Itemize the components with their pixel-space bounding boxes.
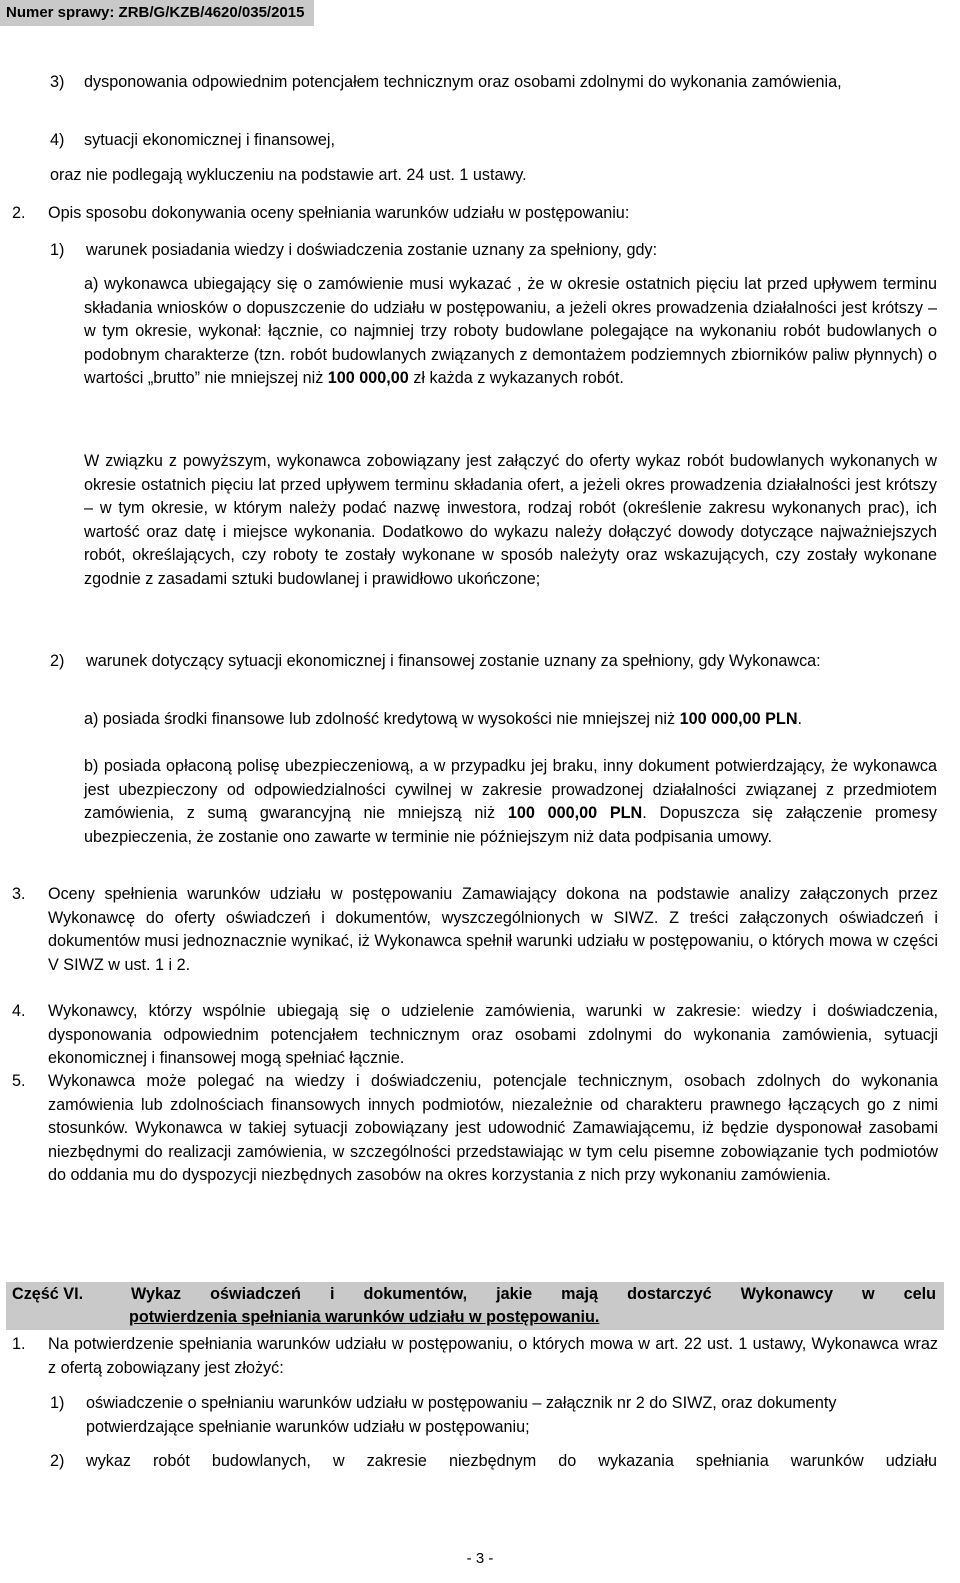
closing-line: oraz nie podlegają wykluczeniu na podstawie art. 24 ust. 1 ustawy. <box>50 166 527 184</box>
part-title-line2: potwierdzenia spełniania warunków udziału w postępowaniu. <box>129 1308 600 1326</box>
condition-text: warunek posiadania wiedzy i doświadczenia zostanie uznany za spełniony, gdy: <box>86 241 658 259</box>
amount-value: 100 000,00 PLN <box>507 804 643 822</box>
amount-value: 100 000,00 PLN <box>679 710 798 728</box>
section-number: 1. <box>12 1335 26 1353</box>
condition-b-text-end: . Dopuszcza się załączenie promesy ubezpieczenia, że zostanie ono zawarte w terminie nie późniejszym niż data podpisania umowy. <box>84 804 938 846</box>
amount-value: 100 000,00 <box>327 369 409 387</box>
condition-a-paragraph <box>84 708 937 732</box>
part-title-line1: Wykaz oświadczeń i dokumentów, jakie mają dostarczyć Wykonawcy w celu <box>131 1285 936 1303</box>
section-text: Opis sposobu dokonywania oceny spełniania warunków udziału w postępowaniu: <box>48 204 630 222</box>
list-item-text: dysponowania odpowiednim potencjałem technicznym oraz osobami zdolnymi do wykonania zamówienia, <box>84 73 842 91</box>
section-text: Na potwierdzenie spełniania warunków udziału w postępowaniu, o których mowa w art. 22 ust. 1 ustawy, Wykonawca wraz z ofertą zobowiązany jest złożyć: <box>48 1335 938 1377</box>
punctuation: . <box>797 710 803 728</box>
list-number: 2) <box>50 1452 65 1470</box>
section-text: Wykonawcy, którzy wspólnie ubiegają się o udzielenie zamówienia, warunki w zakresie: wiedzy i doświadczenia, dysponowania odpowiednim potencjałem technicznym oraz osobami zdolnymi do wykonania zamówienia, sytuacji ekonomicznej i finansowej mogą spełniać łącznie. <box>48 1002 938 1067</box>
list-number: 2) <box>50 652 65 670</box>
condition-a-text-end: zł każda z wykazanych robót. <box>408 369 624 387</box>
works-list-paragraph: W związku z powyższym, wykonawca zobowiązany jest załączyć do oferty wykaz robót budowlanych wykonanych w okresie ostatnich pięciu lat przed upływem terminu składania ofert, a jeżeli okres prowadzenia działalności jest krótszy – w tym okresie, w którym należy podać nazwę inwestora, rodzaj robót (określenie zakresu wykonanych prac), ich wartość oraz datę i miejsce wykonania. Dodatkowo do wykazu należy dołączyć dowody dotyczące najważniejszych robót, określających, czy roboty te zostały wykonane w sposób należyty oraz wskazujących, czy zostały wykonane zgodnie z zasadami sztuki budowlanej i prawidłowo ukończone; <box>84 452 937 588</box>
condition-a-text: a) posiada środki finansowe lub zdolność kredytową w wysokości nie mniejszej niż <box>84 710 680 728</box>
section-text: Oceny spełnienia warunków udziału w postępowaniu Zamawiający dokona na podstawie analizy załączonych przez Wykonawcę do oferty oświadczeń i dokumentów, wyszczególnionych w SIWZ. Z treści załączonych oświadczeń i dokumentów musi jednoznacznie wynikać, iż Wykonawca spełnił warunki udziału w postępowaniu, o których mowa w części V SIWZ w ust. 1 i 2. <box>48 885 938 974</box>
list-item-text: wykaz robót budowlanych, w zakresie niezbędnym do wykazania spełniania warunków udziału <box>86 1452 937 1470</box>
list-number: 1) <box>50 1394 65 1412</box>
section-number: 5. <box>12 1072 26 1090</box>
list-number: 4) <box>50 131 65 149</box>
list-number: 3) <box>50 73 65 91</box>
list-number: 1) <box>50 241 65 259</box>
case-number-header: Numer sprawy: ZRB/G/KZB/4620/035/2015 <box>0 0 314 26</box>
list-item-text: oświadczenie o spełnianiu warunków udziału w postępowaniu – załącznik nr 2 do SIWZ, oraz dokumenty potwierdzające spełnianie warunków udziału w postępowaniu; <box>86 1394 837 1436</box>
page-number: - 3 - <box>466 1550 494 1567</box>
condition-text: warunek dotyczący sytuacji ekonomicznej i finansowej zostanie uznany za spełniony, gdy Wykonawca: <box>86 652 821 670</box>
condition-b-paragraph <box>84 755 937 849</box>
section-number: 3. <box>12 885 26 903</box>
part-label: Część VI. <box>12 1285 84 1303</box>
condition-b-text: b) posiada opłaconą polisę ubezpieczeniową, a w przypadku jej braku, inny dokument potwierdzający, że wykonawca jest ubezpieczony od odpowiedzialności cywilnej w zakresie prowadzonej działalności związanej z przedmiotem zamówienia, z sumą gwarancyjną nie mniejszą niż <box>84 757 937 822</box>
list-item-text: sytuacji ekonomicznej i finansowej, <box>84 131 336 149</box>
part-heading <box>6 1282 944 1330</box>
section-number: 4. <box>12 1002 26 1020</box>
condition-a-text: a) wykonawca ubiegający się o zamówienie musi wykazać , że w okresie ostatnich pięciu lat przed upływem terminu składania wniosków o dopuszczenie do udziału w postępowaniu, a jeżeli okres prowadzenia działalności jest krótszy – w tym okresie, wykonał: łącznie, co najmniej trzy roboty budowlane polegające na wykonaniu robót budowlanych o podobnym charakterze (tzn. robót budowlanych związanych z demontażem podziemnych zbiorników paliw płynnych) o wartości „brutto” nie mniejszej niż <box>84 275 937 387</box>
section-number: 2. <box>12 204 26 222</box>
condition-a-paragraph <box>84 273 937 391</box>
section-text: Wykonawca może polegać na wiedzy i doświadczeniu, potencjale technicznym, osobach zdolnych do wykonania zamówienia lub zdolnościach finansowych innych podmiotów, niezależnie od charakteru prawnego łączących go z nimi stosunków. Wykonawca w takiej sytuacji zobowiązany jest udowodnić Zamawiającemu, iż będzie dysponował zasobami niezbędnymi do realizacji zamówienia, w szczególności przedstawiając w tym celu pisemne zobowiązanie tych podmiotów do oddania mu do dyspozycji niezbędnych zasobów na okres korzystania z nich przy wykonaniu zamówienia. <box>48 1072 938 1184</box>
